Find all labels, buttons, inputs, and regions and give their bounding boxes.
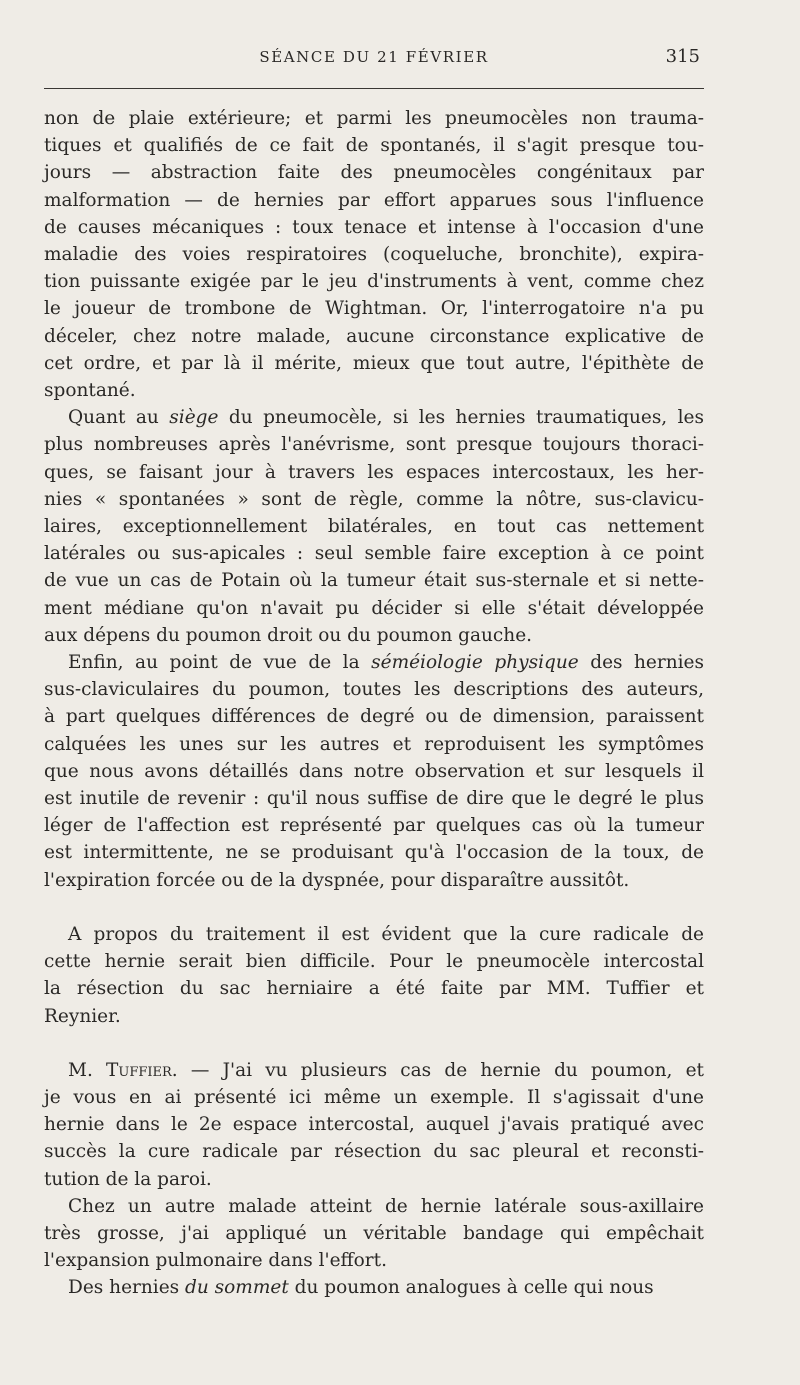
text-line: Enfin, au point de vue de la séméiologie physique des hernies: [68, 652, 704, 674]
text-line: tion puissante exigée par le jeu d'instruments à vent, comme chez: [44, 271, 704, 293]
text-line: jours — abstraction faite des pneumocèles congénitaux par: [44, 162, 704, 184]
text-line: A propos du traitement il est évident que la cure radicale de: [68, 923, 704, 945]
text-line: Chez un autre malade atteint de hernie latérale sous-axillaire: [68, 1195, 704, 1217]
text-line: aux dépens du poumon droit ou du poumon gauche.: [44, 624, 533, 646]
paragraph-gap: [44, 894, 704, 921]
page-header: [44, 44, 704, 78]
paragraph: [44, 404, 704, 649]
text-line: laires, exceptionnellement bilatérales, en tout cas nettement: [44, 516, 704, 538]
text-line: l'expansion pulmonaire dans l'effort.: [44, 1250, 387, 1272]
header-rule: [44, 88, 704, 89]
text-line: sus-claviculaires du poumon, toutes les descriptions des auteurs,: [44, 679, 704, 701]
text-line: Reynier.: [44, 1005, 121, 1027]
text-line: tiques et qualifiés de ce fait de spontanés, il s'agit presque tou-: [44, 135, 704, 157]
paragraph: [44, 1193, 704, 1275]
speaker-name: M. Tuffier.: [68, 1059, 178, 1081]
running-title: SÉANCE DU 21 FÉVRIER: [259, 48, 489, 66]
text-line: l'expiration forcée ou de la dyspnée, pour disparaître aussitôt.: [44, 869, 630, 891]
text-line: très grosse, j'ai appliqué un véritable bandage qui empêchait: [44, 1222, 704, 1244]
text-line: nies « spontanées » sont de règle, comme la nôtre, sus-clavicu-: [44, 488, 704, 510]
paragraph: [44, 921, 704, 1030]
text-line: ques, se faisant jour à travers les espaces intercostaux, les her-: [44, 461, 704, 483]
text-line: est intermittente, ne se produisant qu'à l'occasion de la toux, de: [44, 842, 704, 864]
text-line: le joueur de trombone de Wightman. Or, l'interrogatoire n'a pu: [44, 298, 704, 320]
text-line: Quant au siège du pneumocèle, si les hernies traumatiques, les: [68, 407, 704, 429]
text-line: Des hernies du sommet du poumon analogues à celle qui nous: [68, 1277, 654, 1299]
text-line: non de plaie extérieure; et parmi les pneumocèles non trauma-: [44, 108, 704, 129]
text-line: hernie dans le 2e espace intercostal, auquel j'avais pratiqué avec: [44, 1114, 704, 1136]
text-line: succès la cure radicale par résection du sac pleural et reconsti-: [44, 1141, 704, 1163]
text-line: calquées les unes sur les autres et reproduisent les symptômes: [44, 733, 704, 755]
text-line: M. Tuffier. — J'ai vu plusieurs cas de hernie du poumon, et: [68, 1059, 704, 1081]
text-line: à part quelques différences de degré ou de dimension, paraissent: [44, 706, 704, 728]
text-line: latérales ou sus-apicales : seul semble faire exception à ce point: [44, 543, 704, 565]
text-line: déceler, chez notre malade, aucune circonstance explicative de: [44, 325, 704, 347]
text-line: cet ordre, et par là il mérite, mieux que tout autre, l'épithète de: [44, 352, 704, 374]
paragraph: [44, 105, 704, 404]
page-number: 315: [665, 46, 700, 67]
text-line: est inutile de revenir : qu'il nous suffise de dire que le degré le plus: [44, 788, 704, 810]
text-line: spontané.: [44, 380, 136, 402]
text-line: plus nombreuses après l'anévrisme, sont presque toujours thoraci-: [44, 434, 704, 456]
text-line: la résection du sac herniaire a été faite par MM. Tuffier et: [44, 978, 704, 1000]
text-line: ment médiane qu'on n'avait pu décider si elle s'était développée: [44, 597, 704, 619]
text-line: je vous en ai présenté ici même un exemple. Il s'agissait d'une: [44, 1086, 704, 1108]
paragraph-gap: [44, 1030, 704, 1057]
text-line: léger de l'affection est représenté par quelques cas où la tumeur: [44, 815, 704, 837]
paragraph: [44, 1274, 704, 1301]
text-line: de causes mécaniques : toux tenace et intense à l'occasion d'une: [44, 216, 704, 238]
text-line: que nous avons détaillés dans notre observation et sur lesquels il: [44, 760, 704, 782]
text-line: malformation — de hernies par effort apparues sous l'influence: [44, 189, 704, 211]
paragraph: [44, 1057, 704, 1193]
text-line: tution de la paroi.: [44, 1168, 212, 1190]
text-line: cette hernie serait bien difficile. Pour le pneumocèle intercostal: [44, 951, 704, 973]
paragraph: [44, 649, 704, 894]
body-text: [44, 105, 704, 1302]
text-line: maladie des voies respiratoires (coqueluche, bronchite), expira-: [44, 244, 704, 266]
text-line: de vue un cas de Potain où la tumeur était sus-sternale et si nette-: [44, 570, 704, 592]
